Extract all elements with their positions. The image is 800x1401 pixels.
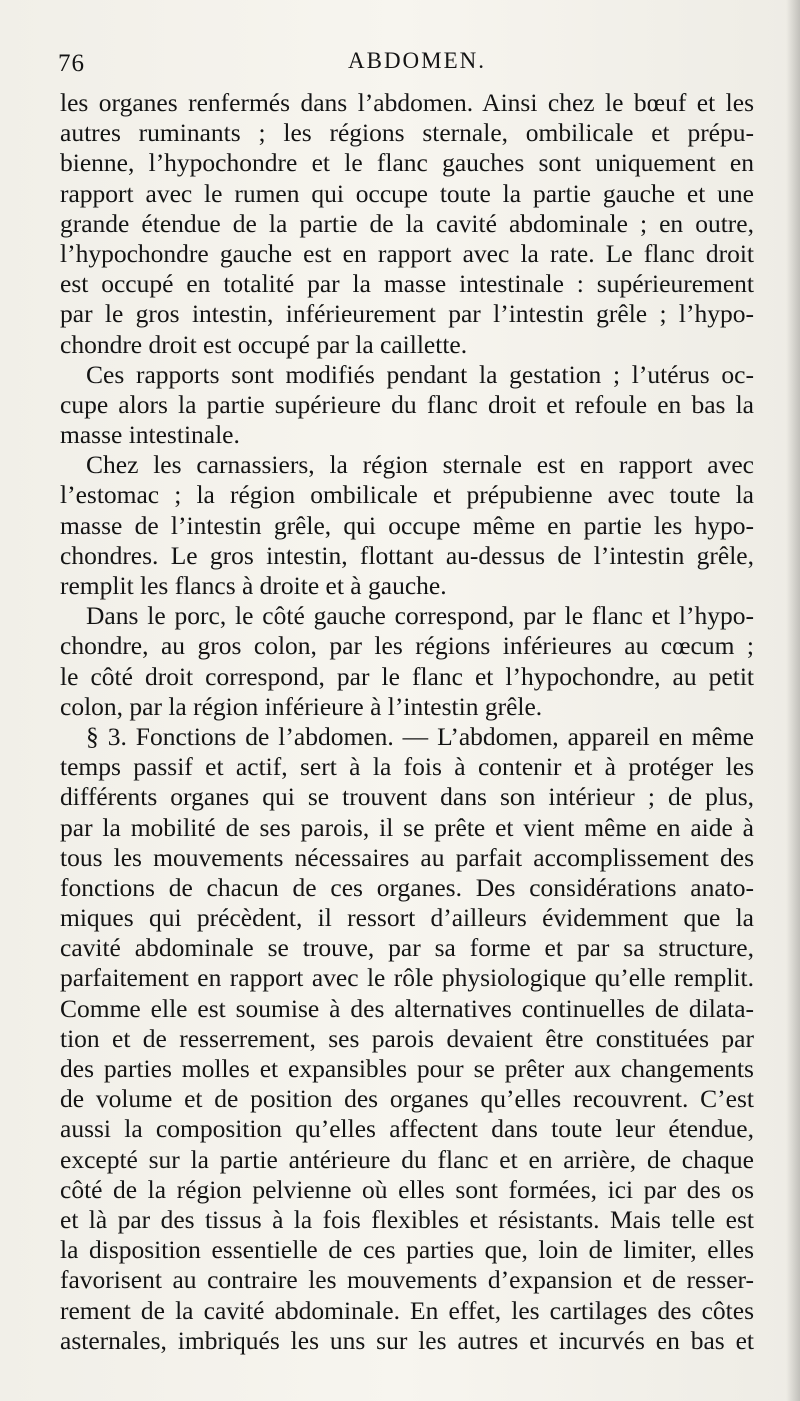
text-line: colon, par la région inférieure à l’intestin grêle. bbox=[60, 691, 543, 721]
text-line: favorisent au contraire les mouvements d’expansion et de resser- bbox=[60, 1265, 754, 1295]
text-line: l’hypochondre gauche est en rapport avec la rate. Le flanc droit bbox=[60, 238, 754, 268]
text-line: fonctions de chacun de ces organes. Des considérations anato- bbox=[60, 872, 754, 902]
text-line: temps passif et actif, sert à la fois à contenir et à protéger les bbox=[60, 752, 754, 782]
text-line: chondres. Le gros intestin, flottant au-dessus de l’intestin grêle, bbox=[60, 540, 754, 570]
text-line: aussi la composition qu’elles affectent dans toute leur étendue, bbox=[60, 1114, 754, 1144]
text-line: des parties molles et expansibles pour se prêter aux changements bbox=[60, 1054, 754, 1083]
text-line: chondre, au gros colon, par les régions inférieures au cœcum ; bbox=[60, 631, 754, 661]
text-line: Dans le porc, le côté gauche correspond, par le flanc et l’hypo- bbox=[86, 601, 754, 631]
text-line: masse intestinale. bbox=[60, 420, 240, 450]
text-line: Chez les carnassiers, la région sternale est en rapport avec bbox=[86, 450, 754, 480]
page-number: 76 bbox=[58, 50, 85, 77]
text-line: de volume et de position des organes qu’elles recouvrent. C’est bbox=[60, 1084, 754, 1114]
text-line: masse de l’intestin grêle, qui occupe même en partie les hypo- bbox=[60, 510, 754, 540]
text-line: cavité abdominale se trouve, par sa forme et par sa structure, bbox=[60, 933, 754, 963]
text-line: côté de la région pelvienne où elles sont formées, ici par des os bbox=[60, 1174, 754, 1204]
text-line: est occupé en totalité par la masse intestinale : supérieurement bbox=[60, 269, 754, 299]
text-line: l’estomac ; la région ombilicale et prépubienne avec toute la bbox=[60, 480, 754, 510]
text-line: Ces rapports sont modifiés pendant la gestation ; l’utérus oc- bbox=[86, 359, 754, 389]
text-line: remplit les flancs à droite et à gauche. bbox=[60, 571, 447, 600]
text-line: miques qui précèdent, il ressort d’ailleurs évidemment que la bbox=[60, 903, 754, 933]
text-line: et là par des tissus à la fois flexibles et résistants. Mais telle est bbox=[60, 1204, 754, 1234]
page-edge-shadow bbox=[786, 0, 800, 1401]
text-line: tion et de resserrement, ses parois devaient être constituées par bbox=[60, 1023, 754, 1053]
text-line: cupe alors la partie supérieure du flanc droit et refoule en bas la bbox=[60, 389, 754, 419]
text-line: chondre droit est occupé par la caillette. bbox=[60, 329, 468, 359]
text-line: grande étendue de la partie de la cavité abdominale ; en outre, bbox=[60, 208, 754, 238]
text-line: les organes renfermés dans l’abdomen. Ainsi chez le bœuf et les bbox=[60, 88, 754, 117]
text-line: tous les mouvements nécessaires au parfait accomplissement des bbox=[60, 842, 754, 872]
text-line: par la mobilité de ses parois, il se prête et vient même en aide à bbox=[60, 812, 754, 842]
section-heading-line: § 3. Fonctions de l’abdomen. — L’abdomen, appareil en même bbox=[86, 721, 754, 751]
text-line: autres ruminants ; les régions sternale, ombilicale et prépu- bbox=[60, 118, 754, 148]
text-line: Comme elle est soumise à des alternatives continuelles de dilata- bbox=[60, 993, 754, 1023]
text-line: la disposition essentielle de ces parties que, loin de limiter, elles bbox=[60, 1235, 754, 1265]
text-line: le côté droit correspond, par le flanc et l’hypochondre, au petit bbox=[60, 661, 754, 691]
page-header bbox=[58, 44, 758, 84]
text-line: asternales, imbriqués les uns sur les autres et incurvés en bas et bbox=[60, 1325, 754, 1355]
text-line: excepté sur la partie antérieure du flanc et en arrière, de chaque bbox=[60, 1144, 754, 1174]
text-line: bienne, l’hypochondre et le flanc gauches sont uniquement en bbox=[60, 148, 754, 178]
text-line: parfaitement en rapport avec le rôle physiologique qu’elle remplit. bbox=[60, 963, 754, 993]
text-line: différents organes qui se trouvent dans son intérieur ; de plus, bbox=[60, 782, 754, 812]
text-line: par le gros intestin, inférieurement par l’intestin grêle ; l’hypo- bbox=[60, 299, 754, 329]
body-text bbox=[60, 88, 754, 1356]
running-head: ABDOMEN. bbox=[348, 48, 487, 73]
text-line: rement de la cavité abdominale. En effet, les cartilages des côtes bbox=[60, 1295, 754, 1325]
text-line: rapport avec le rumen qui occupe toute la partie gauche et une bbox=[60, 178, 754, 208]
